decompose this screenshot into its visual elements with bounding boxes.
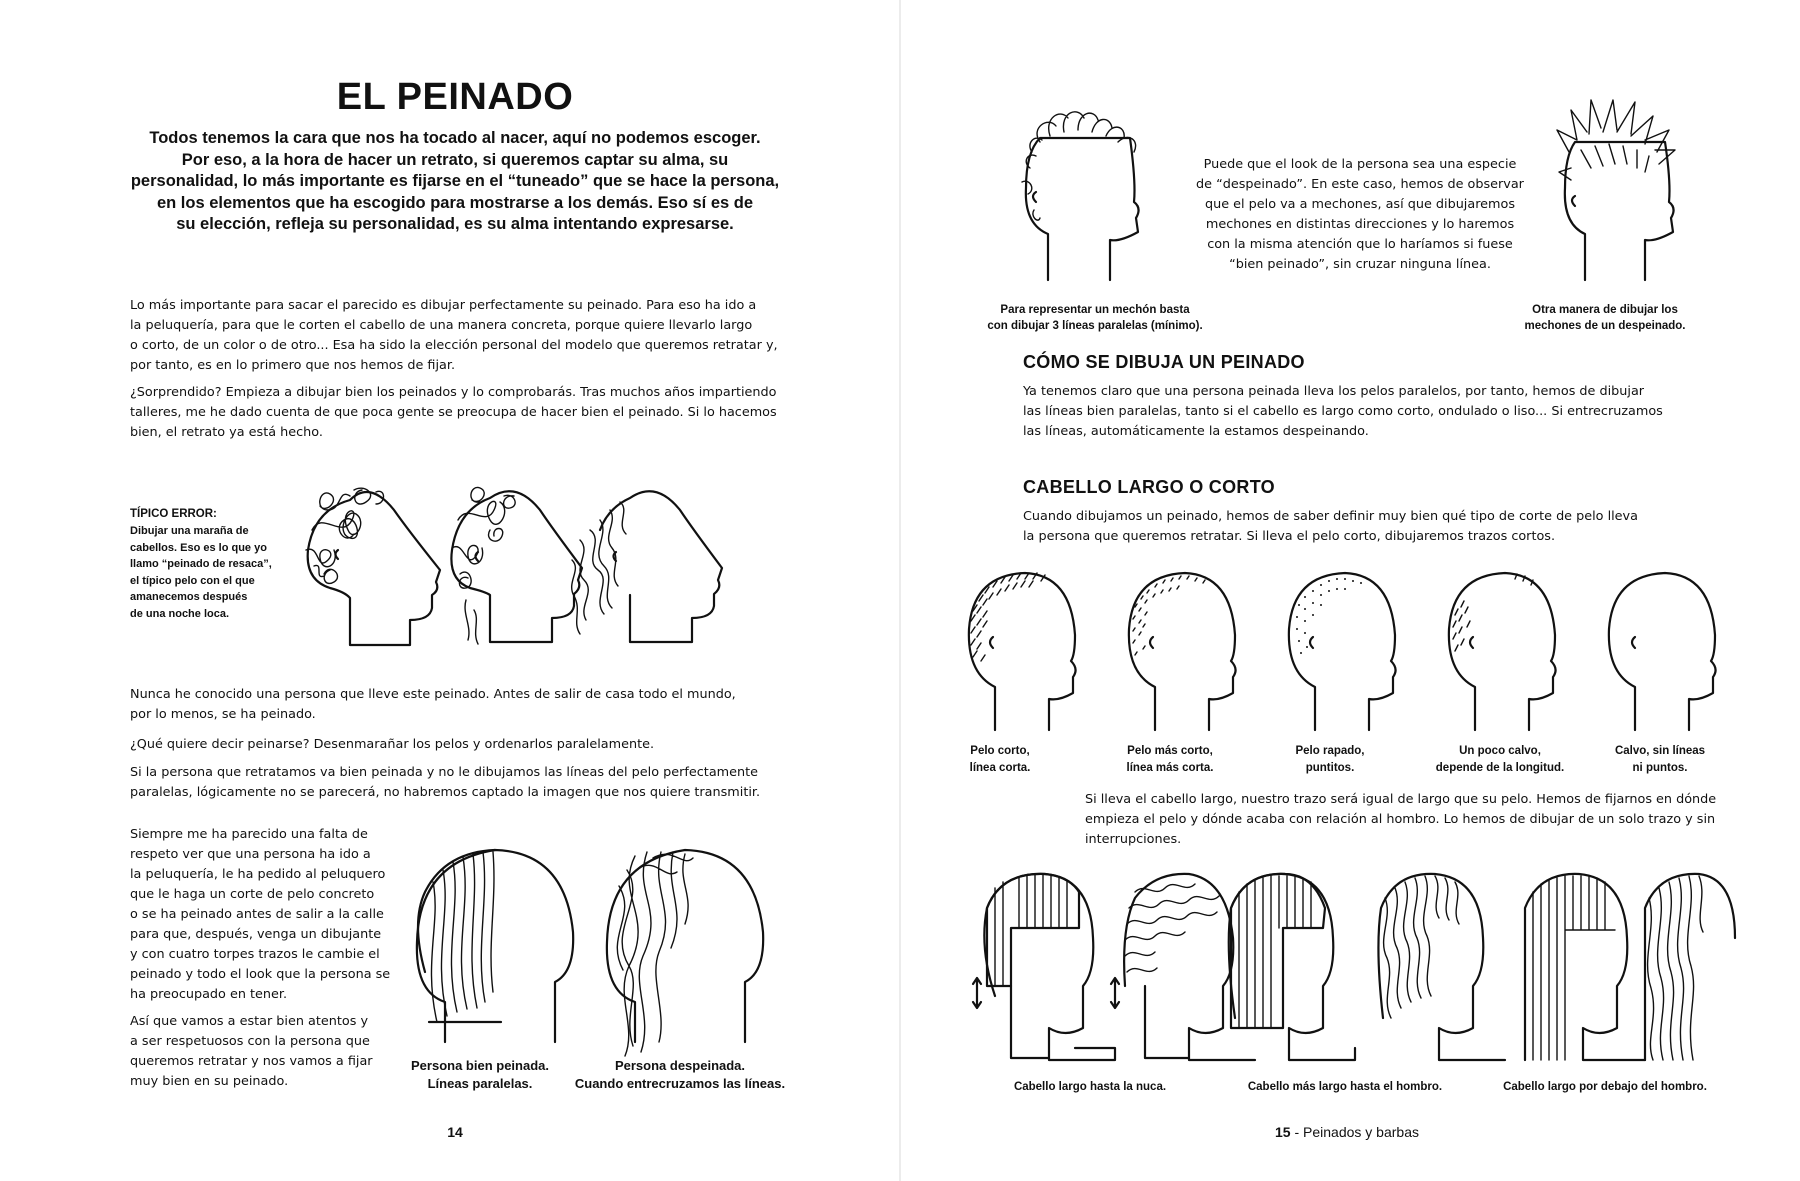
- caption-short-5: [1600, 743, 1720, 777]
- caption-line: línea corta.: [969, 762, 1031, 774]
- combed-vs-messy-illustration: [405, 822, 785, 1062]
- caption-line: Cuando entrecruzamos las líneas.: [574, 1076, 786, 1091]
- text-line: ¿Sorprendido? Empieza a dibujar bien los peinados y lo comprobarás. Tras muchos años impartiendo: [130, 385, 777, 400]
- short-hair-heads-row: [955, 565, 1735, 735]
- spiky-head-illustration: [1545, 92, 1685, 292]
- text-line: llamo “peinado de resaca”,: [130, 558, 272, 570]
- text-line: talleres, me he dado cuenta de que poca gente se preocupa de hacer bien el peinado. Si lo hacemos: [130, 405, 777, 420]
- long-head-5-below-shoulder: [1525, 874, 1645, 1060]
- caption-line: Persona despeinada.: [614, 1058, 746, 1073]
- long-head-6-below-shoulder-wavy: [1645, 874, 1735, 1060]
- caption-short-4: [1420, 743, 1580, 777]
- caption-line: Para representar un mechón basta: [1000, 304, 1190, 316]
- text-line: la peluquería, para que le corten el cabello de una manera concreta, porque quiere llevarlo largo: [130, 318, 753, 333]
- caption-combed: [395, 1057, 565, 1093]
- text-line: el típico pelo con el que: [130, 574, 255, 587]
- caption-messy: [570, 1057, 790, 1093]
- error-text: [130, 523, 290, 622]
- body-paragraph-2: [130, 383, 790, 443]
- messy-head: [607, 850, 763, 1056]
- text-line: Ya tenemos claro que una persona peinada lleva los pelos paralelos, por tanto, hemos de dibujar: [1023, 384, 1645, 399]
- text-line: “bien peinado”, sin cruzar ninguna línea.: [1229, 257, 1491, 272]
- caption-short-1: [945, 743, 1055, 777]
- head-balding: [1449, 573, 1556, 730]
- text-line: por tanto, es en lo primero que nos hemos de fijar.: [130, 358, 456, 373]
- text-line: las líneas bien paralelas, tanto si el cabello es largo como corto, ondulado o liso... Si entrecruzamos: [1023, 404, 1663, 419]
- intro-line: Todos tenemos la cara que nos ha tocado al nacer, aquí no podemos escoger.: [149, 129, 761, 147]
- text-line: Siempre me ha parecido una falta de: [130, 827, 368, 842]
- text-line: Nunca he conocido una persona que lleve este peinado. Antes de salir de casa todo el mundo,: [130, 687, 736, 702]
- page-number-left: 14: [447, 1124, 463, 1140]
- page-gutter: [899, 0, 901, 1181]
- intro-line: su elección, refleja su personalidad, es su alma intentando expresarse.: [176, 215, 734, 233]
- caption-other-way: [1495, 302, 1715, 334]
- caption-line: mechones de un despeinado.: [1524, 320, 1686, 332]
- long-hair-heads-row: [965, 868, 1735, 1068]
- text-line: paralelas, lógicamente no se parecerá, no habremos captado la imagen que nos quiere transmitir.: [130, 785, 761, 800]
- text-line: empieza el pelo y dónde acaba con relación al hombro. Lo hemos de dibujar de un solo trazo y sin: [1085, 812, 1716, 827]
- text-line: por lo menos, se ha peinado.: [130, 707, 316, 722]
- heading-how-to-draw: CÓMO SE DIBUJA UN PEINADO: [1023, 352, 1305, 372]
- caption-line: ni puntos.: [1632, 762, 1688, 774]
- caption-short-3: [1270, 743, 1390, 777]
- text-line: mechones en distintas direcciones y lo haremos: [1205, 217, 1515, 232]
- long-head-1-nape: [973, 874, 1115, 1060]
- footer-section: - Peinados y barbas: [1290, 1124, 1419, 1140]
- body-paragraph-3: [130, 685, 790, 725]
- text-line: respeto ver que una persona ha ido a: [130, 847, 371, 862]
- text-line: Cuando dibujamos un peinado, hemos de saber definir muy bien qué tipo de corte de pelo lleva: [1023, 509, 1638, 524]
- messy-hair-illustrations: [290, 470, 750, 655]
- caption-line: Pelo más corto,: [1127, 745, 1213, 757]
- text-line: Si la persona que retratamos va bien peinada y no le dibujamos las líneas del pelo perfectamente: [130, 765, 758, 780]
- body-paragraph-1: [130, 296, 790, 376]
- text-line: que le haga un corte de pelo concreto: [130, 887, 375, 902]
- caption-line: Persona bien peinada.: [411, 1058, 549, 1073]
- text-line: interrupciones.: [1085, 832, 1182, 847]
- text-line: Así que vamos a estar bien atentos y: [130, 1014, 369, 1029]
- tangled-head-1: [306, 488, 440, 645]
- caption-line: depende de la longitud.: [1435, 762, 1565, 774]
- caption-long-1: Cabello largo hasta la nuca.: [1013, 1081, 1167, 1093]
- text-line: Si lleva el cabello largo, nuestro trazo será igual de largo que su pelo. Hemos de fijarnos en dónde: [1085, 792, 1717, 807]
- tangled-head-2: [451, 487, 582, 644]
- body-paragraph-7: [130, 1012, 400, 1092]
- caption-line: con dibujar 3 líneas paralelas (mínimo).: [987, 320, 1203, 332]
- text-line: Dibujar una maraña de: [130, 525, 249, 537]
- typical-error-box: [130, 506, 290, 622]
- caption-line: Pelo rapado,: [1295, 745, 1365, 757]
- caption-line: Otra manera de dibujar los: [1532, 304, 1678, 316]
- long-hair-text: [1085, 790, 1725, 850]
- head-shaved: [1289, 573, 1396, 730]
- tangled-head-3: [572, 491, 722, 642]
- text-line: las líneas, automáticamente la estamos despeinando.: [1023, 424, 1369, 439]
- text-line: para que, después, venga un dibujante: [130, 927, 382, 942]
- body-paragraph-6: [130, 825, 400, 1005]
- long-head-4-shoulder-wavy: [1378, 874, 1505, 1060]
- head-bald: [1609, 573, 1716, 730]
- caption-line: línea más corta.: [1126, 762, 1214, 774]
- body-paragraph-4: ¿Qué quiere decir peinarse? Desenmarañar los pelos y ordenarlos paralelamente.: [130, 737, 655, 752]
- caption-line: Líneas paralelas.: [427, 1076, 533, 1091]
- intro-line: en los elementos que ha escogido para mostrarse a los demás. Eso sí es de: [156, 193, 754, 212]
- text-line: que el pelo va a mechones, así que dibujaremos: [1204, 197, 1516, 212]
- text-line: o corto, de un color o de otro... Esa ha sido la elección personal del modelo que queremos retratar y,: [130, 338, 778, 353]
- page-footer-right: [1275, 1124, 1419, 1140]
- text-line: Lo más importante para sacar el parecido es dibujar perfectamente su peinado. Para eso ha ido a: [130, 298, 757, 313]
- caption-long-3: Cabello largo por debajo del hombro.: [1503, 1081, 1707, 1093]
- long-or-short-text: [1023, 507, 1723, 547]
- heading-long-or-short: CABELLO LARGO O CORTO: [1023, 477, 1275, 497]
- caption-line: Un poco calvo,: [1459, 745, 1541, 757]
- text-line: de una noche loca.: [130, 607, 230, 620]
- caption-line: Calvo, sin líneas: [1614, 745, 1706, 757]
- text-line: la persona que queremos retratar. Si lleva el pelo corto, dibujaremos trazos cortos.: [1023, 529, 1556, 544]
- intro-paragraph: [100, 128, 810, 236]
- head-short-hair: [969, 573, 1076, 730]
- text-line: peinado y todo el look que la persona se: [130, 967, 391, 982]
- caption-short-2: [1105, 743, 1235, 777]
- text-line: y con cuatro torpes trazos le cambie el: [130, 947, 380, 962]
- error-title: TÍPICO ERROR:: [130, 508, 217, 520]
- intro-line: personalidad, lo más importante es fijarse en el “tuneado” que se hace la persona,: [130, 172, 780, 190]
- text-line: cabellos. Eso es lo que yo: [130, 541, 267, 554]
- page-number-right: 15: [1275, 1124, 1291, 1140]
- combed-head: [417, 850, 573, 1042]
- how-to-draw-text: [1023, 382, 1723, 442]
- text-line: ha preocupado en tener.: [130, 987, 288, 1002]
- text-line: amanecemos después: [130, 591, 248, 603]
- text-line: queremos retratar y nos vamos a fijar: [130, 1054, 373, 1069]
- text-line: con la misma atención que lo haríamos si fuese: [1207, 237, 1513, 252]
- caption-long-2: Cabello más largo hasta el hombro.: [1247, 1081, 1443, 1093]
- long-head-3-shoulder: [1229, 874, 1355, 1060]
- text-line: Puede que el look de la persona sea una especie: [1203, 157, 1517, 172]
- intro-line: Por eso, a la hora de hacer un retrato, si queremos captar su alma, su: [181, 150, 729, 169]
- page-title: EL PEINADO: [336, 76, 574, 118]
- text-line: muy bien en su peinado.: [130, 1074, 289, 1089]
- caption-line: puntitos.: [1305, 762, 1355, 774]
- body-paragraph-5: [130, 763, 790, 803]
- stubble-dots: [1296, 578, 1362, 654]
- top-explanation-text: [1190, 155, 1530, 275]
- caption-line: Pelo corto,: [970, 745, 1030, 757]
- text-line: a ser respetuosos con la persona que: [130, 1034, 370, 1049]
- text-line: bien, el retrato ya está hecho.: [130, 425, 323, 440]
- caption-strand: [960, 302, 1230, 334]
- text-line: o se ha peinado antes de salir a la calle: [130, 907, 384, 922]
- strand-head-illustration: [1010, 92, 1150, 292]
- text-line: de “despeinado”. En este caso, hemos de observar: [1196, 177, 1524, 192]
- head-shorter-hair: [1129, 573, 1236, 730]
- text-line: la peluquería, le ha pedido al peluquero: [130, 867, 386, 882]
